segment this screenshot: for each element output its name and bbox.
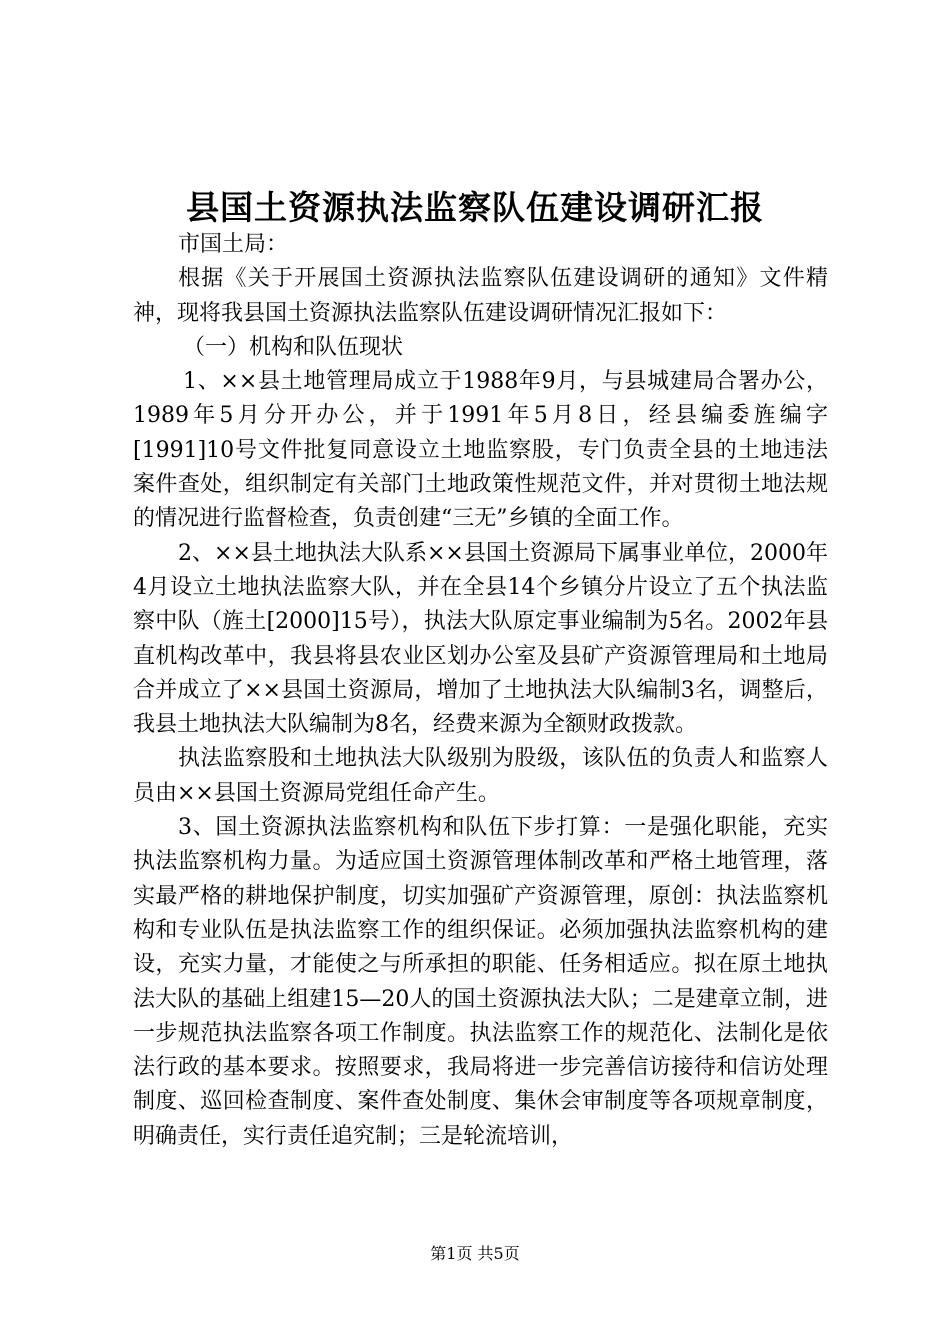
body-paragraph-1: 1、××县土地管理局成立于1988年9月，与县城建局合署办公，1989年5月分开办公，并于1991年5月8日，经县编委旌编字[1991]10号文件批复同意设立土地监察股，专门负责全县的土地违法案件查处，组织制定有关部门土地政策性规范文件，并对贯彻土地法规的情况进行监督检查，负责创建“三无”乡镇的全面工作。 — [133, 369, 828, 532]
intro-paragraph: 根据《关于开展国土资源执法监察队伍建设调研的通知》文件精神，现将我县国土资源执法监察队伍建设调研情况汇报如下： — [133, 266, 828, 326]
document-title: 县国土资源执法监察队伍建设调研汇报 — [186, 188, 764, 227]
page-number-footer: 第1页 共5页 — [430, 1244, 520, 1263]
section-heading: （一）机构和队伍现状 — [183, 334, 404, 360]
body-paragraph-3: 执法监察股和土地执法大队级别为股级，该队伍的负责人和监察人员由××县国土资源局党组任命产生。 — [133, 746, 828, 806]
body-paragraph-4: 3、国土资源执法监察机构和队伍下步打算：一是强化职能，充实执法监察机构力量。为适应国土资源管理体制改革和严格土地管理，落实最严格的耕地保护制度，切实加强矿产资源管理，原创：执法监察机构和专业队伍是执法监察工作的组织保证。必须加强执法监察机构的建设，充实力量，才能使之与所承担的职能、任务相适应。拟在原土地执法大队的基础上组建15—20人的国土资源执法大队；二是建章立制，进一步规范执法监察各项工作制度。执法监察工作的规范化、法制化是依法行政的基本要求。按照要求，我局将进一步完善信访接待和信访处理制度、巡回检查制度、案件查处制度、集休会审制度等各项规章制度，明确责任，实行责任追究制；三是轮流培训， — [133, 815, 828, 1149]
salutation-paragraph: 市国土局： — [178, 232, 289, 257]
document-body — [133, 228, 828, 1154]
body-paragraph-2: 2、××县土地执法大队系××县国土资源局下属事业单位，2000年4月设立土地执法监察大队，并在全县14个乡镇分片设立了五个执法监察中队（旌土[2000]15号），执法大队原定事业编制为5名。2002年县直机构改革中，我县将县农业区划办公室及县矿产资源管理局和土地局合并成立了××县国土资源局，增加了土地执法大队编制3名，调整后，我县土地执法大队编制为8名，经费来源为全额财政拨款。 — [133, 540, 828, 738]
